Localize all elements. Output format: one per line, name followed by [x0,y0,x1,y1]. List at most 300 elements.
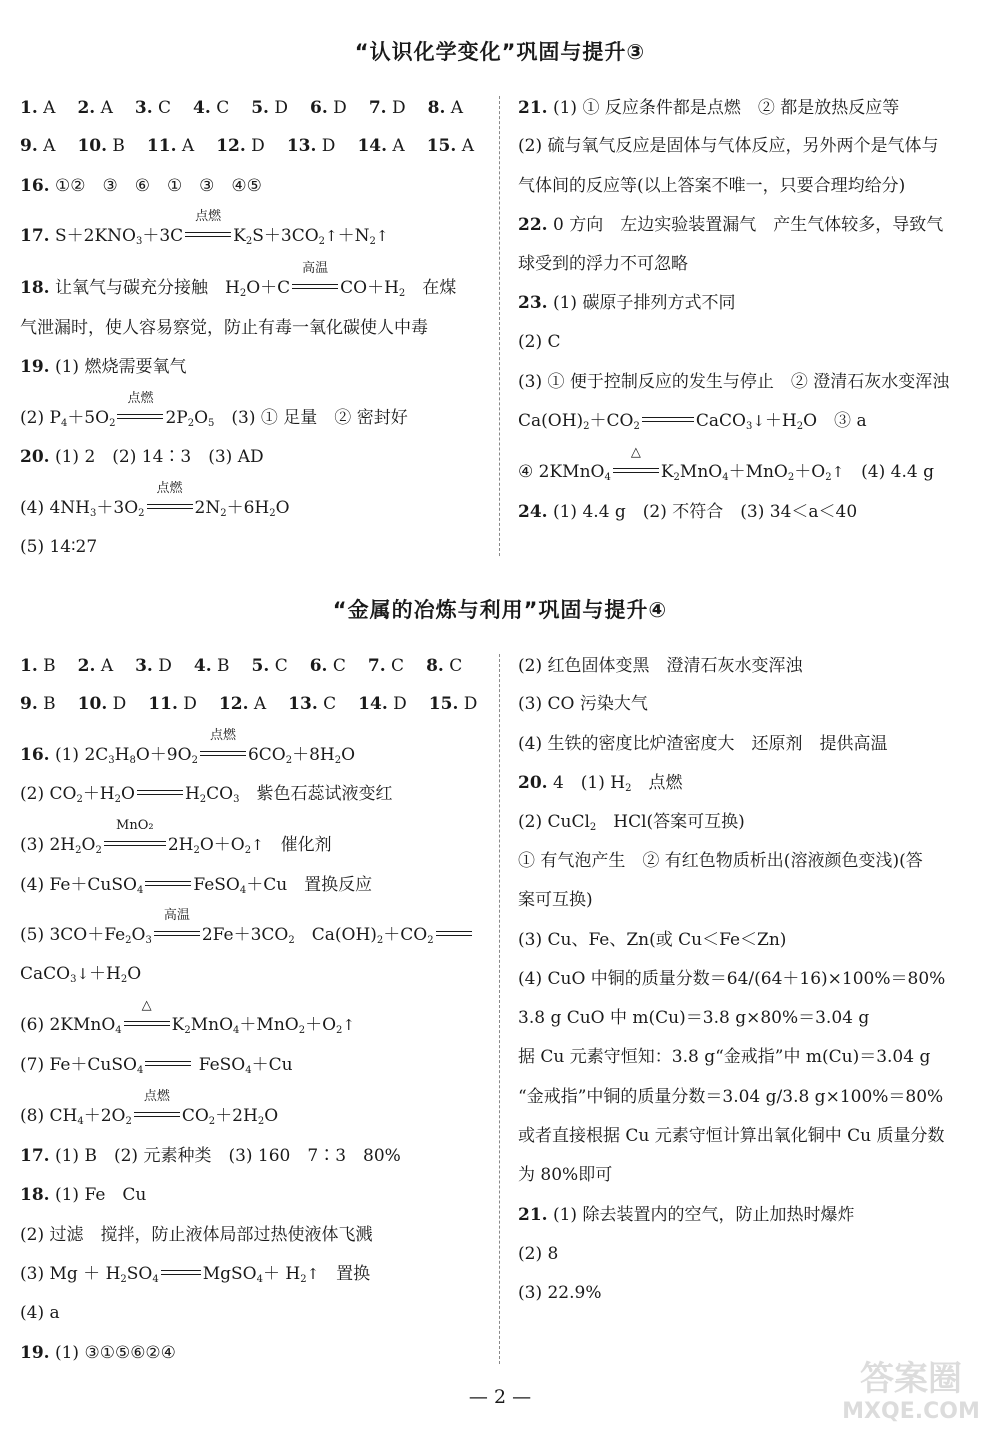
answer-text: 气体间的反应等(以上答案不唯一，只要合理均给分) [518,176,906,196]
equation-part: O [127,964,142,984]
equation-part: (3) 2H [20,835,76,855]
answer-row-22 [518,213,943,237]
answer-row [518,810,745,834]
answer-text: (1) 除去装置内的空气，防止加热时爆炸 [552,1205,855,1225]
question-number: 3. [134,98,153,118]
question-number: 2. [77,98,96,118]
equation-part: 2P [165,408,188,428]
answer-text: 3.8 g CuO 中 m(Cu)＝3.8 g×80%＝3.04 g [518,1008,870,1028]
answer-text: 0 方向 左边实验装置漏气 产生气体较多，导致气 [552,215,944,235]
choice-answer: A [461,136,474,156]
choice-answer: D [274,98,289,118]
subscript: 2 [199,794,207,805]
equation-part: (6) 2KMnO [20,1015,116,1035]
question-number: 19. [20,357,50,377]
answer-text: (2) C [518,332,561,352]
choice-answer: B [43,694,56,714]
answer-text: ①② ③ ⑥ ① ③ ④⑤ [54,176,262,196]
answer-row [20,391,408,430]
subscript: 2 [187,418,195,429]
answer-row [518,174,905,198]
subscript: 5 [208,418,215,429]
answer-text: (2) 8 [518,1244,559,1264]
question-number: 13. [288,694,318,714]
equation-part: ＋5O [67,408,110,428]
subscript: 2 [300,1274,307,1285]
choice-answer: B [112,136,125,156]
equation-part: ＋3O [96,498,139,518]
subscript: 4 [136,885,144,896]
answer-row-20 [20,445,264,469]
equation-part: K [171,1015,185,1035]
choice-answer: D [251,136,265,156]
answer-text: 为 80%即可 [518,1165,613,1185]
answer-text: (4) CuO 中铜的质量分数＝64/(64＋16)×100%＝80% [518,969,946,989]
subscript: 2 [239,288,247,299]
question-number: 8. [427,98,446,118]
condition-label: 点燃 [143,1089,170,1104]
equation-part: CO [206,784,234,804]
choice-answer: A [450,98,464,118]
answer-text: 或者直接根据 Cu 元素守恒计算出氧化铜中 Cu 质量分数 [518,1126,945,1146]
choice-answer: D [391,98,406,118]
answer-text: 催化剂 [263,835,332,855]
question-number: 22. [518,215,548,235]
equation-part: ＋O [305,1015,337,1035]
reaction-equals [137,782,183,806]
answer-text: (3) ① 足量 ② 密封好 [214,408,408,428]
equation-part: 2Fe＋3CO [201,925,289,945]
subscript: 2 [376,935,384,946]
answer-text: 在煤 [405,278,457,298]
up-arrow-icon: ↑ [325,227,338,245]
reaction-condition [134,1089,180,1128]
subscript: 2 [184,1025,191,1036]
answer-row-18 [20,261,457,300]
answer-text: ① 有气泡产生 ② 有红色物质析出(溶液颜色变浅)(答 [518,851,923,871]
subscript: 2 [109,418,116,429]
question-number: 9. [20,694,38,714]
answer-row [20,1223,372,1247]
reaction-condition [200,728,246,767]
question-number: 12. [218,694,249,714]
answer-row [518,888,593,912]
answer-text: (3) Cu、Fe、Zn(或 Cu＜Fe＜Zn) [518,930,787,950]
answer-row [20,908,474,947]
answer-text: HCl(答案可互换) [596,812,745,832]
reaction-condition [185,209,231,248]
subscript: 2 [114,794,122,805]
subscript: 3 [233,794,240,805]
equation-part: MgSO [202,1264,257,1284]
subscript: 4 [722,472,729,483]
equation-part: ＋N [337,226,370,246]
equation-part: O [121,784,135,804]
question-number: 4. [193,98,211,118]
answer-row-16 [20,174,262,198]
equation-part: ＋CO [383,925,428,945]
choice-answer: D [321,136,336,156]
choice-answer: D [393,694,407,714]
answer-row [20,96,485,120]
answer-row [20,1053,293,1077]
question-number: 16. [20,176,50,196]
reaction-equals [145,1053,191,1077]
equation-part: O＋9O [135,745,192,765]
subscript: 2 [193,845,200,856]
subscript: 2 [787,472,795,483]
subscript: 3 [108,755,115,766]
choice-answer: A [100,656,114,676]
answer-text: 置换 [319,1264,371,1284]
reaction-condition [154,908,200,947]
answer-row [20,316,428,340]
equation-part: O [275,498,290,518]
condition-label: △ [141,998,152,1013]
equation-part: (3) Mg ＋ H [20,1264,121,1284]
answer-text: (3) CO 污染大气 [518,694,648,714]
answer-row [518,370,949,394]
subscript: 4 [60,418,68,429]
up-arrow-icon: ↑ [306,1265,320,1283]
reaction-condition [104,818,166,857]
answer-row [518,1281,602,1305]
answer-text: ＋Cu 置换反应 [246,875,373,895]
question-number: 1. [20,656,38,676]
equation-part: ＋MnO [239,1015,299,1035]
subscript: 2 [285,755,293,766]
equation-part: Ca(OH) [518,411,584,431]
subscript: 2 [288,935,295,946]
equation-part: ＋2O [83,1106,126,1126]
equation-part: ＋H [764,411,797,431]
subscript: 4 [233,1025,240,1036]
equation-part: ＋ H [263,1264,301,1284]
equation-part: O [131,925,146,945]
subscript: 2 [427,935,434,946]
answer-row [518,1045,930,1069]
equation-part: S＋3CO [252,226,319,246]
subscript: 2 [244,845,252,856]
answer-row-19 [20,355,186,379]
equation-part: CO [181,1106,209,1126]
equation-part: MnO [190,1015,234,1035]
answer-row [20,1262,370,1286]
question-number: 7. [368,98,387,118]
answer-row [518,409,867,433]
answer-row-19 [20,1341,176,1365]
page-number: — 2 — [468,1386,532,1408]
equation-part: ＋MnO [728,462,788,482]
choice-answer: D [333,98,347,118]
equation-part: ＋2H [215,1106,258,1126]
answer-text: (2) CuCl [518,812,590,832]
answer-row-18 [20,1183,146,1207]
subscript: 2 [245,236,253,247]
choice-answer: D [463,694,478,714]
column-divider [499,654,500,1364]
equation-part: S＋2KNO [54,226,136,246]
answer-text: 球受到的浮力不可忽略 [518,254,688,274]
answer-row [20,1089,279,1128]
answer-row [20,818,332,857]
answer-row [518,732,887,756]
choice-answer: A [100,98,113,118]
subscript: 2 [334,755,342,766]
question-number: 14. [358,694,388,714]
answer-text: O ③ a [803,411,867,431]
answer-row [518,1242,558,1266]
question-number: 21. [518,1205,548,1225]
answer-row [518,1006,869,1030]
question-number: 8. [426,656,444,676]
answer-text: (1) ① 反应条件都是点燃 ② 都是放热反应等 [552,98,900,118]
subscript: 3 [135,236,143,247]
question-number: 24. [518,502,548,522]
reaction-condition [124,998,170,1037]
question-number: 10. [77,694,108,714]
answer-row [20,535,97,559]
equation-part: CaCO [695,411,746,431]
answer-row [20,782,392,806]
subscript: 2 [318,236,326,247]
question-number: 20. [518,773,548,793]
equation-part: (4) Fe＋CuSO [20,875,137,895]
choice-answer: D [158,656,172,676]
subscript: 2 [633,421,640,432]
answer-text: 气泄漏时，使人容易察觉，防止有毒一氧化碳使人中毒 [20,318,428,338]
answer-text: (2) 硫与氧气反应是固体与气体反应，另外两个是气体与 [518,136,939,156]
answer-row-17 [20,209,389,248]
reaction-condition [613,445,659,484]
answer-text: (1) 4.4 g (2) 不符合 (3) 34＜a＜40 [552,502,858,522]
subscript: 2 [825,472,832,483]
equation-part: FeSO [193,1055,246,1075]
subscript: 2 [125,935,132,946]
reaction-condition [117,391,163,430]
equation-part: MnO [679,462,723,482]
question-number: 17. [20,226,50,246]
subscript: 2 [583,421,590,432]
answer-text: (1) 燃烧需要氧气 [54,357,187,377]
subscript: 2 [220,508,227,519]
subscript: 3 [745,421,753,432]
answer-text: (3) ① 便于控制反应的发生与停止 ② 澄清石灰水变浑浊 [518,372,950,392]
question-number: 13. [286,136,317,156]
condition-label: 点燃 [195,209,222,224]
equation-part: CO＋H [340,278,399,298]
answer-row-21 [518,96,899,120]
question-number: 6. [310,98,328,118]
reaction-equals [161,1262,201,1286]
answer-row [518,967,945,991]
question-number: 19. [20,1343,50,1363]
answer-row-24 [518,500,857,524]
subscript: 2 [76,794,83,805]
answer-row [20,962,141,986]
equation-part: (1) 2C [54,745,109,765]
equation-part: (4) 4NH [20,498,91,518]
subscript: 4 [604,472,611,483]
equation-part: ＋Cu [251,1055,293,1075]
equation-part: O [194,408,209,428]
answer-row-20 [518,771,683,795]
answer-text: “金戒指”中铜的质量分数＝3.04 g/3.8 g×100%＝80% [518,1087,944,1107]
watermark-line1: 答案圈 [860,1359,962,1399]
subscript: 2 [257,1116,265,1127]
choice-answer: B [217,656,230,676]
subscript: 2 [120,974,128,985]
question-number: 1. [20,98,38,118]
equation-part: SO [126,1264,153,1284]
question-number: 4. [193,656,212,676]
answer-row [518,1163,612,1187]
subscript: 4 [115,1025,122,1036]
choice-answer: A [181,136,195,156]
answer-row [518,330,561,354]
equation-part: ＋3C [142,226,184,246]
equation-part: (8) CH [20,1106,78,1126]
question-number: 17. [20,1146,50,1166]
question-number: 18. [20,278,50,298]
question-number: 20. [20,447,50,467]
choice-answer: C [323,694,337,714]
answer-text: 据 Cu 元素守恒知：3.8 g“金戒指”中 m(Cu)＝3.04 g [518,1047,931,1067]
question-number: 5. [251,656,270,676]
subscript: 2 [673,472,680,483]
question-number: 3. [135,656,153,676]
question-number: 23. [518,293,548,313]
subscript: 2 [191,755,198,766]
answer-text: 紫色石蕊试液变红 [239,784,393,804]
choice-answer: A [392,136,405,156]
subscript: 3 [70,974,77,985]
subscript: 2 [208,1116,216,1127]
equation-part: ④ 2KMnO [518,462,605,482]
watermark-logo [826,1352,996,1424]
subscript: 2 [95,845,102,856]
condition-label: 点燃 [156,481,183,496]
answer-row-23 [518,291,735,315]
answer-row [518,849,923,873]
question-number: 18. [20,1185,50,1205]
answer-text: (1) ③①⑤⑥②④ [54,1343,176,1363]
answer-text: (1) 2 (2) 14∶3 (3) AD [54,447,264,467]
question-number: 11. [146,136,177,156]
reaction-equals [145,873,191,897]
choice-answer: C [216,98,230,118]
equation-part: 2H [167,835,194,855]
choice-answer: D [112,694,127,714]
choice-answer: C [332,656,346,676]
up-arrow-icon: ↑ [375,227,389,245]
subscript: 2 [589,822,597,833]
question-number: 2. [77,656,96,676]
answer-row [20,692,499,716]
reaction-equals [436,923,472,947]
subscript: 2 [269,508,276,519]
subscript: 2 [796,421,804,432]
condition-label: MnO₂ [116,818,154,833]
equation-part: K [660,462,674,482]
answer-row [20,481,290,520]
watermark-line2: MXQE.COM [842,1399,980,1424]
condition-label: 点燃 [209,728,236,743]
down-arrow-icon: ↓ [76,965,90,983]
subscript: 2 [369,236,376,247]
equation-part: O＋O [199,835,245,855]
answer-row [518,654,802,678]
answer-row-17 [20,1144,401,1168]
subscript: 2 [120,1274,127,1285]
choice-answer: C [158,98,172,118]
question-number: 15. [428,694,459,714]
answer-row [20,1301,60,1325]
answer-text: (1) Fe Cu [54,1185,147,1205]
equation-part: (2) P [20,408,61,428]
equation-part: H [184,784,200,804]
answer-text: (4) a [20,1303,60,1323]
answer-row [518,1124,945,1148]
answer-text: (1) B (2) 元素种类 (3) 160 7∶3 80% [54,1146,401,1166]
answer-row [518,928,786,952]
equation-part: ＋H [89,964,121,984]
condition-label: △ [630,445,641,460]
equation-part: FeSO [193,875,240,895]
answer-row-16 [20,728,356,767]
answer-text: 点燃 [631,773,683,793]
answer-row [20,998,355,1037]
equation-part: ＋6H [226,498,270,518]
question-number: 10. [77,136,108,156]
choice-answer: A [43,136,56,156]
subscript: 2 [138,508,145,519]
equation-part: O [341,745,356,765]
subscript: 4 [239,885,247,896]
up-arrow-icon: ↑ [342,1016,355,1034]
answer-row [518,445,934,484]
question-number: 12. [216,136,246,156]
question-number: 21. [518,98,548,118]
subscript: 2 [625,783,632,794]
answer-row [20,134,496,158]
answer-row [518,134,938,158]
answer-text: (1) 碳原子排列方式不同 [552,293,736,313]
section-title-1: “认识化学变化”巩固与提升③ [354,40,646,64]
equation-part: ＋CO [589,411,634,431]
subscript: 2 [398,288,406,299]
question-number: 11. [148,694,178,714]
question-number: 15. [426,136,457,156]
answer-row [20,654,484,678]
equation-part: (2) CO [20,784,77,804]
equation-part: O＋C [246,278,291,298]
subscript: 8 [129,755,136,766]
condition-label: 高温 [163,908,190,923]
reaction-condition [147,481,193,520]
choice-answer: A [253,694,267,714]
equation-part: (7) Fe＋CuSO [20,1055,137,1075]
choice-answer: C [449,656,463,676]
answer-row [518,692,648,716]
condition-label: 点燃 [127,391,154,406]
up-arrow-icon: ↑ [251,836,264,854]
subscript: 4 [245,1065,252,1076]
answer-text: 4 (1) H [552,773,626,793]
question-number: 16. [20,745,50,765]
question-number: 6. [309,656,328,676]
reaction-equals [642,409,694,433]
